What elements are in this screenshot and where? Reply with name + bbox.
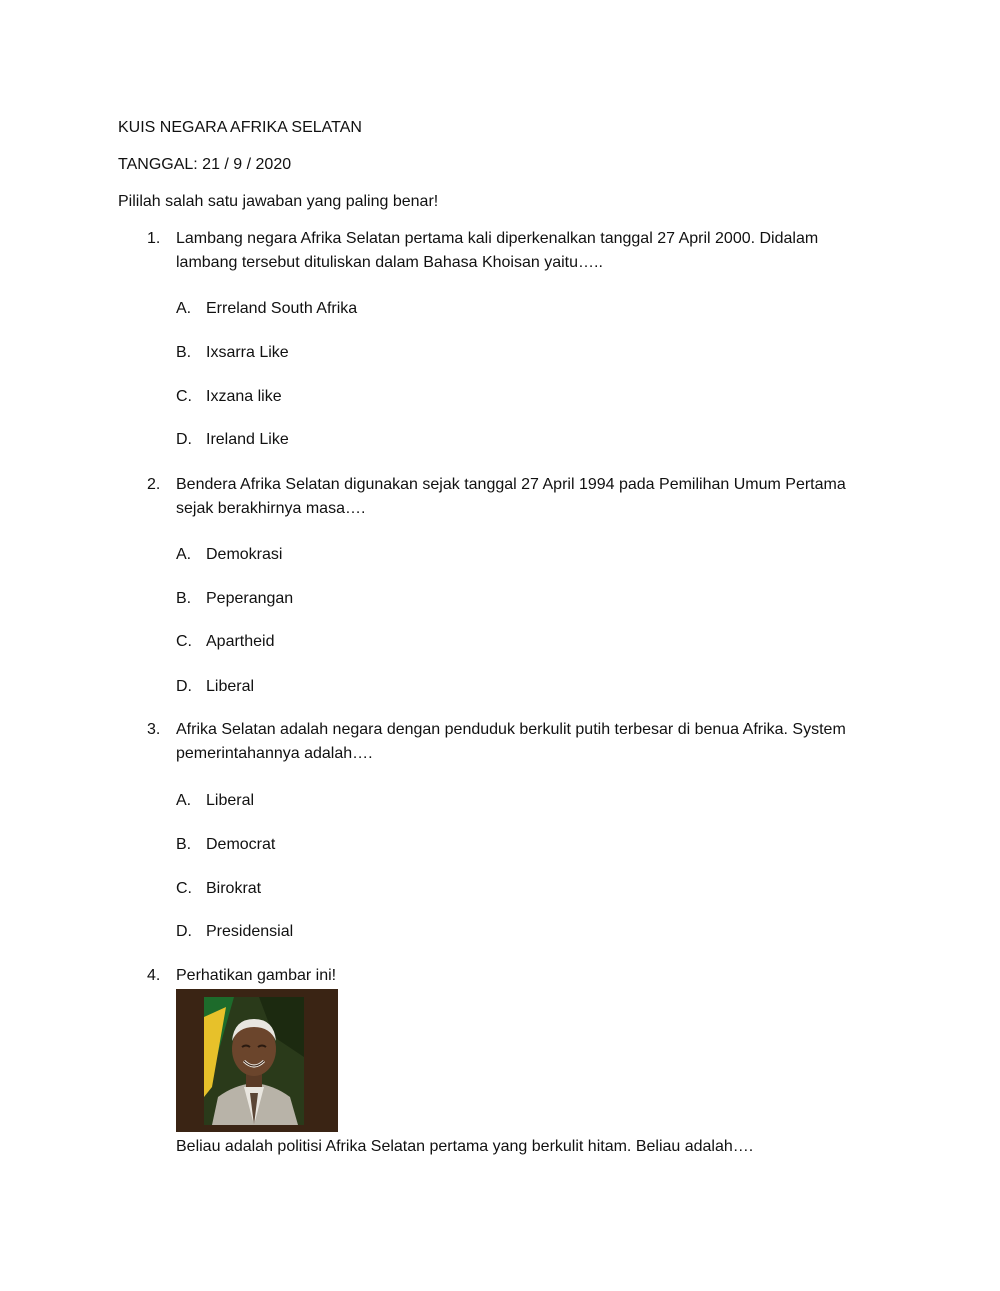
option-text: Ixsarra Like: [206, 344, 289, 361]
option-text: Liberal: [206, 678, 255, 695]
portrait-image: [204, 997, 304, 1125]
question-number: 4.: [147, 967, 161, 984]
option-letter: C.: [176, 880, 192, 897]
option-letter: D.: [176, 431, 192, 448]
option-text: Democrat: [206, 836, 276, 853]
option-text: Peperangan: [206, 590, 294, 607]
question-text: Lambang negara Afrika Selatan pertama kali diperkenalkan tanggal 27 April 2000. Didalam lambang tersebut dituliskan dalam Bahasa Khoisan yaitu…..: [176, 230, 819, 271]
option-letter: D.: [176, 923, 192, 940]
option-text: Ixzana like: [206, 388, 282, 405]
question-caption: Beliau adalah politisi Afrika Selatan pertama yang berkulit hitam. Beliau adalah….: [176, 1138, 754, 1155]
option-text: Presidensial: [206, 923, 294, 940]
option-text: Apartheid: [206, 633, 275, 650]
option-letter: C.: [176, 633, 192, 650]
question-text: Afrika Selatan adalah negara dengan penduduk berkulit putih terbesar di benua Afrika. System pemerintahannya adalah….: [176, 721, 846, 762]
option-letter: A.: [176, 546, 192, 563]
option-text: Liberal: [206, 792, 255, 809]
question-number: 2.: [147, 476, 161, 493]
option-text: Demokrasi: [206, 546, 283, 563]
portrait-photo: [176, 989, 338, 1132]
option-letter: D.: [176, 678, 192, 695]
option-letter: A.: [176, 792, 192, 809]
question-number: 3.: [147, 721, 161, 738]
portrait-illustration: [204, 997, 304, 1125]
option-letter: B.: [176, 836, 192, 853]
quiz-date: TANGGAL: 21 / 9 / 2020: [118, 156, 292, 173]
option-letter: B.: [176, 344, 192, 361]
quiz-instruction: Pililah salah satu jawaban yang paling benar!: [118, 193, 439, 210]
option-text: Ireland Like: [206, 431, 289, 448]
option-text: Erreland South Afrika: [206, 300, 358, 317]
question-text: Perhatikan gambar ini!: [176, 967, 337, 984]
option-letter: B.: [176, 590, 192, 607]
option-letter: C.: [176, 388, 192, 405]
option-text: Birokrat: [206, 880, 262, 897]
question-number: 1.: [147, 230, 161, 247]
question-text: Bendera Afrika Selatan digunakan sejak tanggal 27 April 1994 pada Pemilihan Umum Pertama sejak berakhirnya masa….: [176, 476, 846, 517]
quiz-title: KUIS NEGARA AFRIKA SELATAN: [118, 119, 362, 136]
option-letter: A.: [176, 300, 192, 317]
